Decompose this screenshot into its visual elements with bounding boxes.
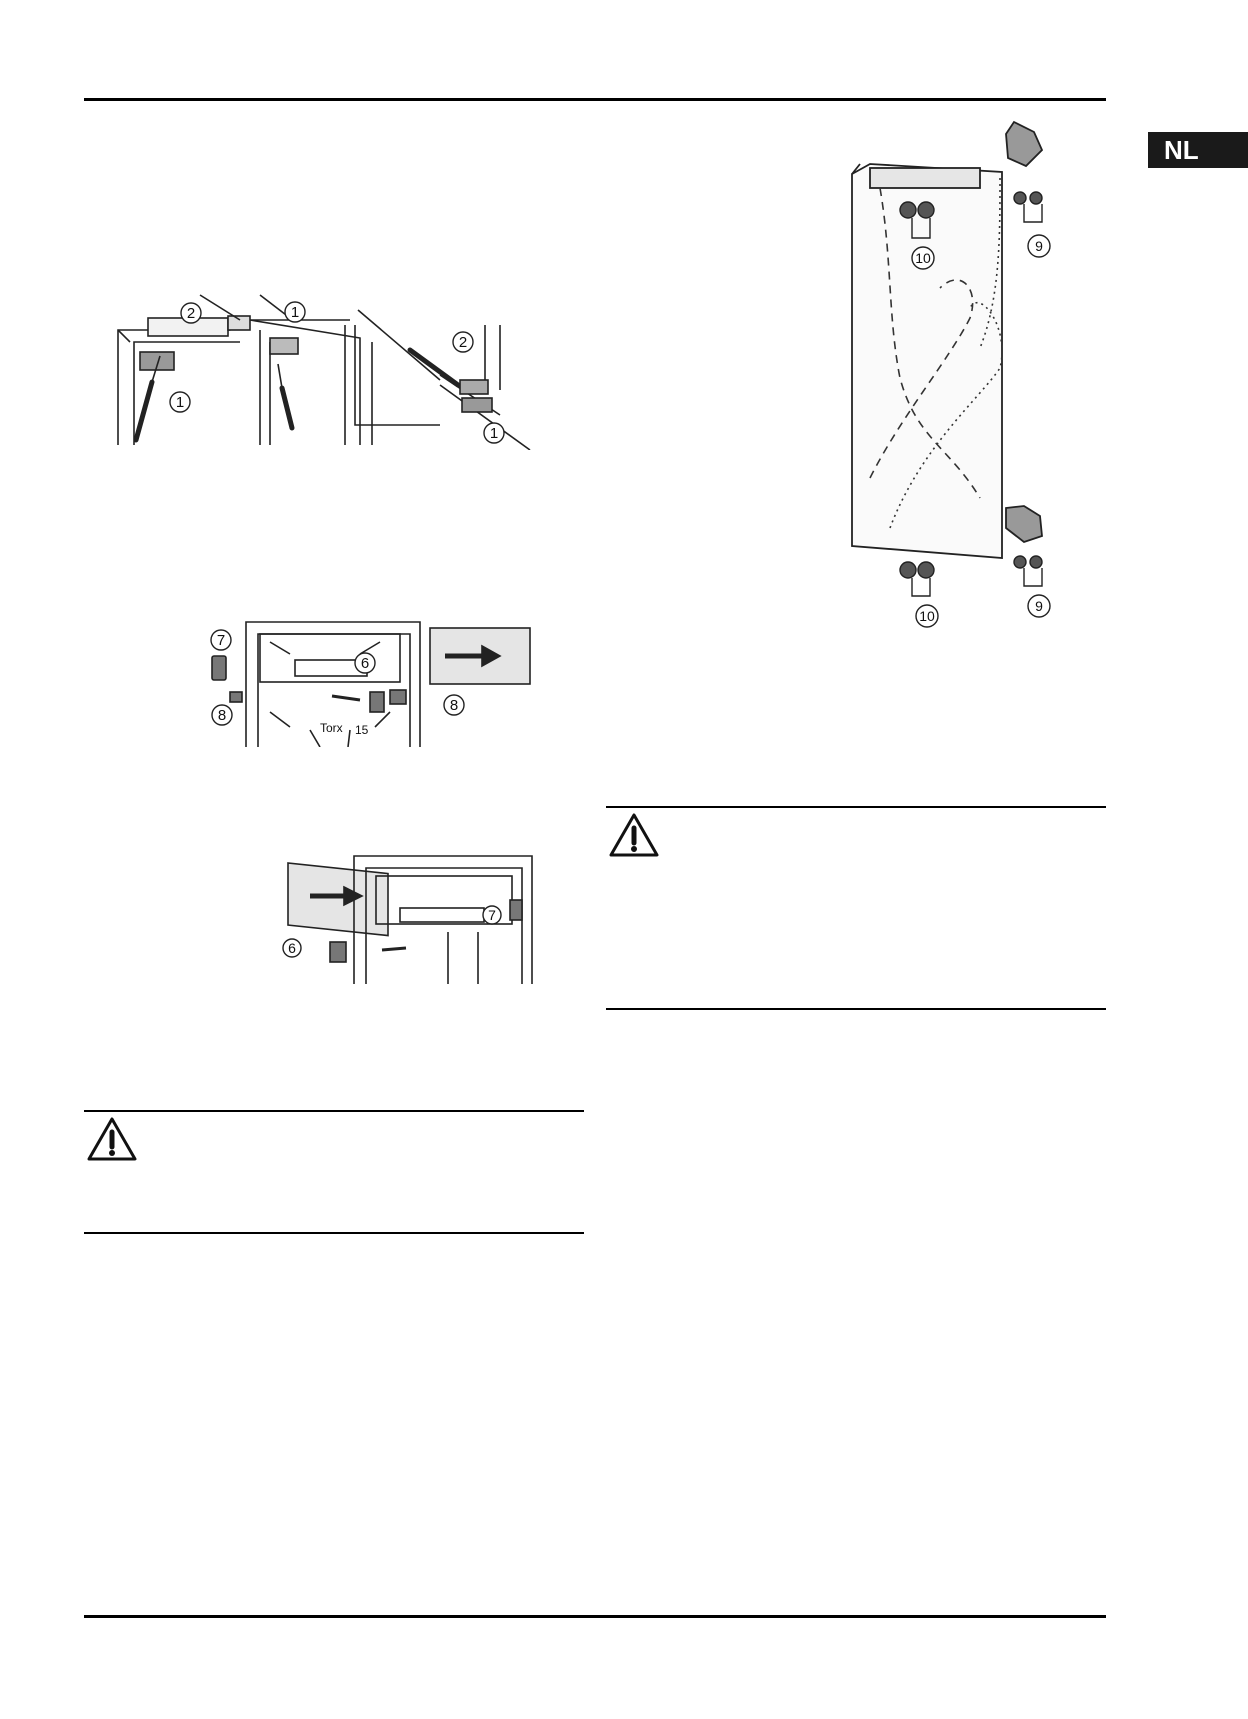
warning-box-top-rule [84, 1110, 584, 1112]
callout-1: 1 [290, 304, 300, 321]
callout-9: 9 [1035, 598, 1043, 614]
callout-2: 2 [458, 334, 468, 351]
callout-6: 6 [288, 940, 296, 956]
callout-10: 10 [919, 608, 935, 624]
figure-hinge-relocation [830, 118, 1060, 628]
callout-1: 1 [489, 425, 499, 442]
callout-2: 2 [186, 305, 196, 322]
callout-1: 1 [175, 394, 185, 411]
header-rule [84, 98, 1106, 101]
torx-label: Torx [320, 721, 343, 735]
warning-box-bottom-rule [606, 1008, 1106, 1010]
warning-triangle-icon [608, 812, 660, 863]
callout-10: 10 [915, 250, 931, 266]
figure-hinge-cover-removal [110, 290, 550, 450]
callout-6: 6 [360, 655, 370, 672]
callout-7: 7 [488, 907, 496, 923]
figure-door-reinstall [278, 852, 548, 984]
footer-rule [84, 1615, 1106, 1618]
torx-size: 15 [355, 723, 369, 737]
callout-7: 7 [216, 632, 226, 649]
callout-9: 9 [1035, 238, 1043, 254]
callout-8: 8 [449, 697, 459, 714]
language-tab: NL [1148, 132, 1248, 168]
warning-box-top-rule [606, 806, 1106, 808]
callout-8: 8 [217, 707, 227, 724]
figure-door-removal [200, 612, 540, 747]
warning-box-bottom-rule [84, 1232, 584, 1234]
warning-triangle-icon [86, 1116, 138, 1167]
